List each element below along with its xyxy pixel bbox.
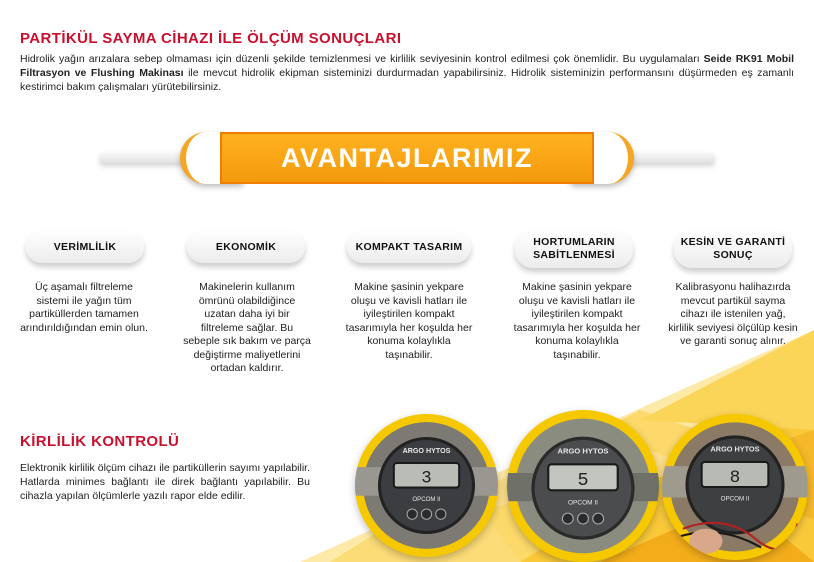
device-reading-2: 5 — [577, 469, 589, 491]
benefit-desc-economic: Makinelerin kullanım ömrünü olabildiğince uzatan daha iyi bir filtreleme sağlar. Bu sebeple sık bakım ve parça değiştirme maliyetlerini ortadan kaldırır. — [183, 281, 311, 374]
benefit-desc-compact: Makine şasinin yekpare oluşu ve kavisli hatları ile iyileştirilen kompakt tasarımıyla her koşulda her konuma kolaylıkla taşınabilir. — [345, 281, 473, 361]
intro-text-1: Hidrolik yağın arızalara sebep olmaması için düzenli şekilde temizlenmesi ve kirlilik seviyesinin kontrol edilmesi çok önemlidir. Bu uygulamaları — [20, 53, 704, 65]
benefit-desc-efficiency: Üç aşamalı filtreleme sistemi ile yağın tüm partiküllerden tamamen arındırıldığından emin olun. — [20, 281, 148, 334]
benefit-desc-guarantee: Kalibrasyonu halihazırda mevcut partikül sayma cihazı ile istenilen yağ, kirlilik seviyesi ölçülüp kesin ve garanti sonuç alınır. — [668, 281, 798, 347]
device-brand-3: ARGO HYTOS — [710, 444, 760, 454]
benefit-pill-hoses: HORTUMLARIN SABİTLENMESİ — [515, 230, 633, 268]
device-reading-1: 3 — [421, 469, 432, 489]
intro-paragraph — [20, 52, 794, 94]
intro-product-name: Seide RK91 Mobil Filtrasyon ve Flushing Makinası — [20, 53, 794, 79]
device-model-3: OPCOM II — [720, 495, 750, 503]
device-photo-3 — [662, 414, 808, 560]
benefit-pill-economic: EKONOMİK — [187, 231, 305, 263]
intro-text-2: ile mevcut hidrolik ekipman sisteminizi durdurmadan yapabilirsiniz. Hidrolik sisteminizin performansını düşürmeden eş zamanlı kestirimci bakım çalışmaları yürütebilirsiniz. — [20, 67, 794, 93]
device-photo-1 — [355, 414, 498, 557]
benefit-pill-guarantee: KESİN VE GARANTİ SONUÇ — [674, 230, 792, 268]
device-photo-2 — [507, 410, 659, 562]
benefit-pill-compact: KOMPAKT TASARIM — [347, 231, 471, 263]
device-reading-3: 8 — [729, 467, 741, 488]
device-model-2: OPCOM II — [568, 499, 598, 507]
banner-title: AVANTAJLARIMIZ — [220, 132, 594, 184]
section-title-contamination: KİRLİLİK KONTROLÜ — [20, 433, 180, 450]
benefit-desc-hoses: Makine şasinin yekpare oluşu ve kavisli hatları ile iyileştirilen kompakt tasarımıyla her koşulda her konuma kolaylıkla taşınabilir. — [513, 281, 641, 361]
benefit-pill-efficiency: VERİMLİLİK — [26, 231, 144, 263]
advantages-banner — [100, 128, 714, 188]
device-model-1: OPCOM II — [412, 495, 441, 503]
contamination-paragraph: Elektronik kirlilik ölçüm cihazı ile partiküllerin sayımı yapılabilir. Hatlarda minimes bağlantı ile direk bağlantı yapılabilir. Bu cihazla yapılan ölçümlerle yazılı rapor elde edilir. — [20, 462, 310, 502]
device-brand-2: ARGO HYTOS — [557, 446, 609, 456]
device-brand-1: ARGO HYTOS — [402, 446, 451, 455]
page-title: PARTİKÜL SAYMA CİHAZI İLE ÖLÇÜM SONUÇLARI — [20, 30, 402, 47]
